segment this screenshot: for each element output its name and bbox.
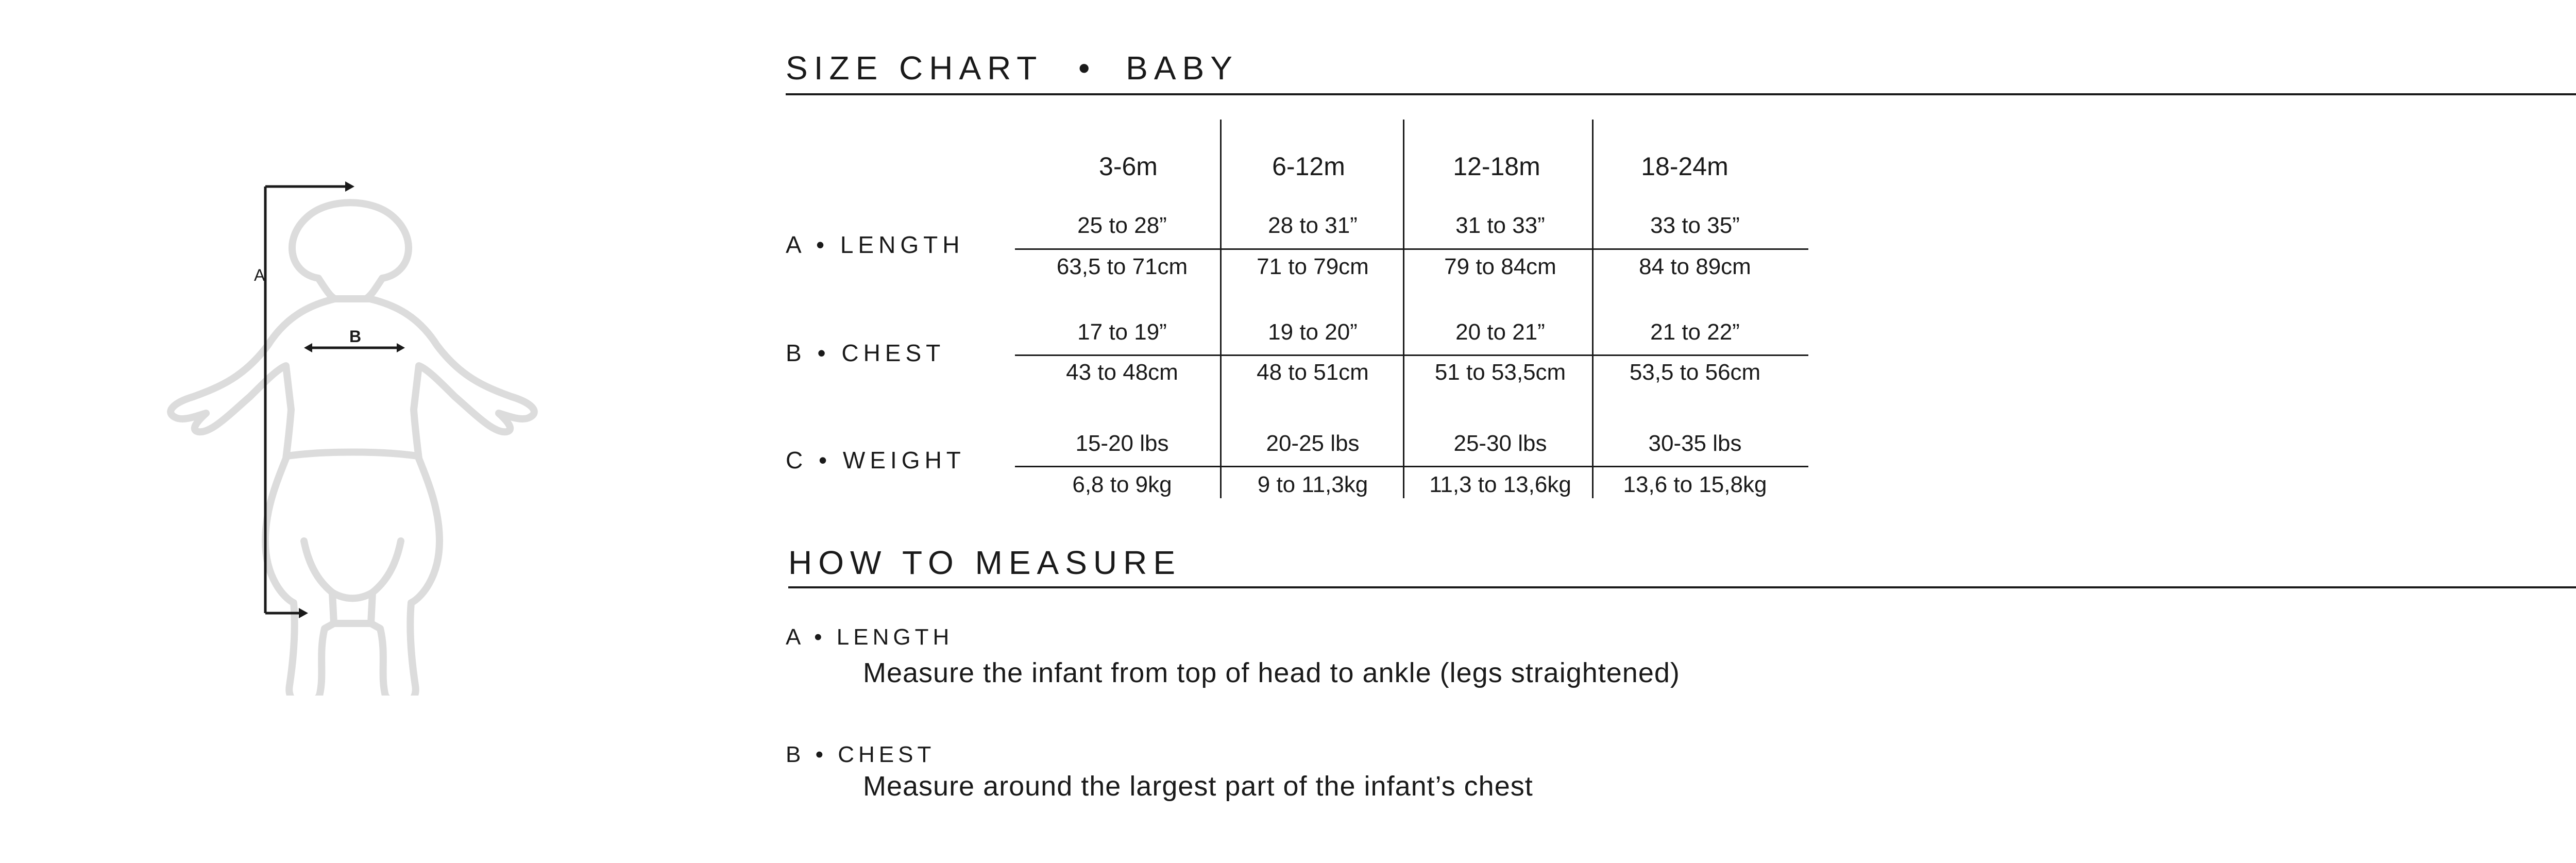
chest-metric-cell: 43 to 48cm	[1066, 360, 1178, 385]
baby-measurement-illustration	[155, 170, 556, 696]
measure-label-chest: B • CHEST	[786, 742, 936, 767]
column-header: 3-6m	[1099, 152, 1158, 181]
column-header: 18-24m	[1641, 152, 1728, 181]
row-name: CHEST	[841, 340, 945, 366]
row-letter: A	[786, 231, 805, 258]
chest-arrow-head-right	[397, 343, 405, 352]
chest-arrow-head-left	[304, 343, 312, 352]
length-imperial-cell: 31 to 33”	[1455, 213, 1545, 238]
row-label-length	[786, 231, 964, 259]
length-arrow-head-top	[345, 181, 354, 192]
how-to-measure-rule	[788, 586, 2576, 588]
row-divider	[1015, 354, 1808, 356]
length-arrow-head-bottom	[299, 608, 308, 618]
baby-head-outline	[292, 202, 409, 299]
row-bullet: •	[817, 340, 831, 366]
size-chart-heading	[786, 49, 1239, 87]
length-metric-cell: 63,5 to 71cm	[1056, 254, 1188, 279]
row-letter: B	[786, 340, 806, 366]
size-chart-heading-rule	[786, 93, 2576, 95]
chest-imperial-cell: 19 to 20”	[1268, 319, 1358, 345]
chest-metric-cell: 48 to 51cm	[1257, 360, 1369, 385]
weight-metric-cell: 6,8 to 9kg	[1072, 472, 1172, 497]
length-imperial-cell: 33 to 35”	[1650, 213, 1740, 238]
weight-imperial-cell: 15-20 lbs	[1075, 431, 1169, 456]
chest-imperial-cell: 17 to 19”	[1077, 319, 1167, 345]
chest-metric-cell: 53,5 to 56cm	[1629, 360, 1761, 385]
chest-imperial-cell: 21 to 22”	[1650, 319, 1740, 345]
chest-metric-cell: 51 to 53,5cm	[1434, 360, 1566, 385]
row-divider	[1015, 248, 1808, 250]
length-metric-cell: 84 to 89cm	[1639, 254, 1751, 279]
size-chart-subtitle: BABY	[1126, 49, 1239, 87]
baby-body-outline	[171, 299, 534, 696]
weight-imperial-cell: 25-30 lbs	[1453, 431, 1547, 456]
column-header: 12-18m	[1453, 152, 1540, 181]
illustration-label-b: B	[349, 327, 362, 346]
row-divider	[1015, 466, 1808, 467]
column-divider	[1592, 120, 1594, 498]
baby-diaper-outline	[287, 452, 417, 456]
heading-separator: •	[1078, 49, 1096, 87]
baby-diaper-leg-right	[371, 541, 401, 623]
size-chart-title: SIZE CHART	[786, 49, 1043, 87]
length-imperial-cell: 28 to 31”	[1268, 213, 1358, 238]
column-header: 6-12m	[1272, 152, 1345, 181]
baby-diaper-leg-left	[304, 541, 334, 623]
measure-text-length: Measure the infant from top of head to ankle (legs straightened)	[863, 657, 1680, 688]
length-metric-cell: 71 to 79cm	[1257, 254, 1369, 279]
weight-metric-cell: 13,6 to 15,8kg	[1623, 472, 1767, 497]
weight-metric-cell: 11,3 to 13,6kg	[1429, 472, 1571, 497]
baby-crotch	[332, 593, 372, 598]
column-divider	[1403, 120, 1404, 498]
weight-imperial-cell: 20-25 lbs	[1266, 431, 1360, 456]
row-bullet: •	[819, 447, 832, 473]
length-imperial-cell: 25 to 28”	[1077, 213, 1167, 238]
row-label-chest	[786, 339, 945, 367]
row-name: WEIGHT	[842, 447, 965, 473]
row-bullet: •	[816, 231, 829, 258]
weight-metric-cell: 9 to 11,3kg	[1257, 472, 1368, 497]
illustration-label-a: A	[254, 266, 265, 284]
row-label-weight	[786, 446, 965, 474]
how-to-measure-heading: HOW TO MEASURE	[788, 544, 1182, 581]
weight-imperial-cell: 30-35 lbs	[1648, 431, 1742, 456]
length-metric-cell: 79 to 84cm	[1444, 254, 1556, 279]
measure-text-chest: Measure around the largest part of the infant’s chest	[863, 771, 1533, 802]
measure-label-length: A • LENGTH	[786, 624, 954, 650]
row-letter: C	[786, 447, 808, 473]
row-name: LENGTH	[840, 231, 964, 258]
chest-imperial-cell: 20 to 21”	[1455, 319, 1545, 345]
